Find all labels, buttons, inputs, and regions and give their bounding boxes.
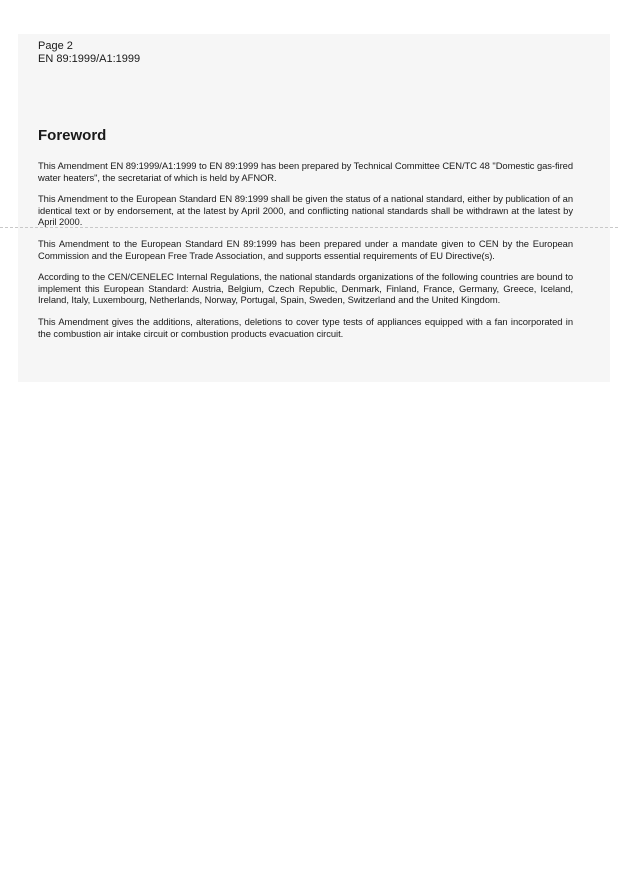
foreword-heading: Foreword [38,127,107,144]
document-identifier: EN 89:1999/A1:1999 [38,53,141,65]
paragraph-mandate: This Amendment to the European Standard EN 89:1999 has been prepared under a mandate given to CEN by the European Commission and the European Free Trade Association, and supports essential requirements of EU Directive(s). [38,237,573,261]
page-header [38,40,140,66]
paragraph-national-status: This Amendment to the European Standard EN 89:1999 shall be given the status of a national standard, either by publication of an identical text or by endorsement, at the latest by April 2000, and conflicting national standards shall be withdrawn at the latest by April 2000. [38,193,573,228]
paragraph-implementing-countries: According to the CEN/CENELEC Internal Regulations, the national standards organizations of the following countries are bound to implement this European Standard: Austria, Belgium, Czech Republic, Denmark, Finland, France, Germany, Greece, Iceland, Ireland, Italy, Luxembourg, Netherlands, Norway, Portugal, Spain, Sweden, Switzerland and the United Kingdom. [38,271,573,306]
paragraph-scope-of-amendment: This Amendment gives the additions, alterations, deletions to cover type tests of appliances equipped with a fan incorporated in the combustion air intake circuit or combustion products evacuation circuit. [38,315,573,339]
paragraph-preparation: This Amendment EN 89:1999/A1:1999 to EN 89:1999 has been prepared by Technical Committee CEN/TC 48 "Domestic gas-fired water heaters", the secretariat of which is held by AFNOR. [38,160,573,183]
scan-artifact-line [0,227,618,228]
page-number: Page 2 [38,40,73,52]
foreword-body [38,160,573,349]
